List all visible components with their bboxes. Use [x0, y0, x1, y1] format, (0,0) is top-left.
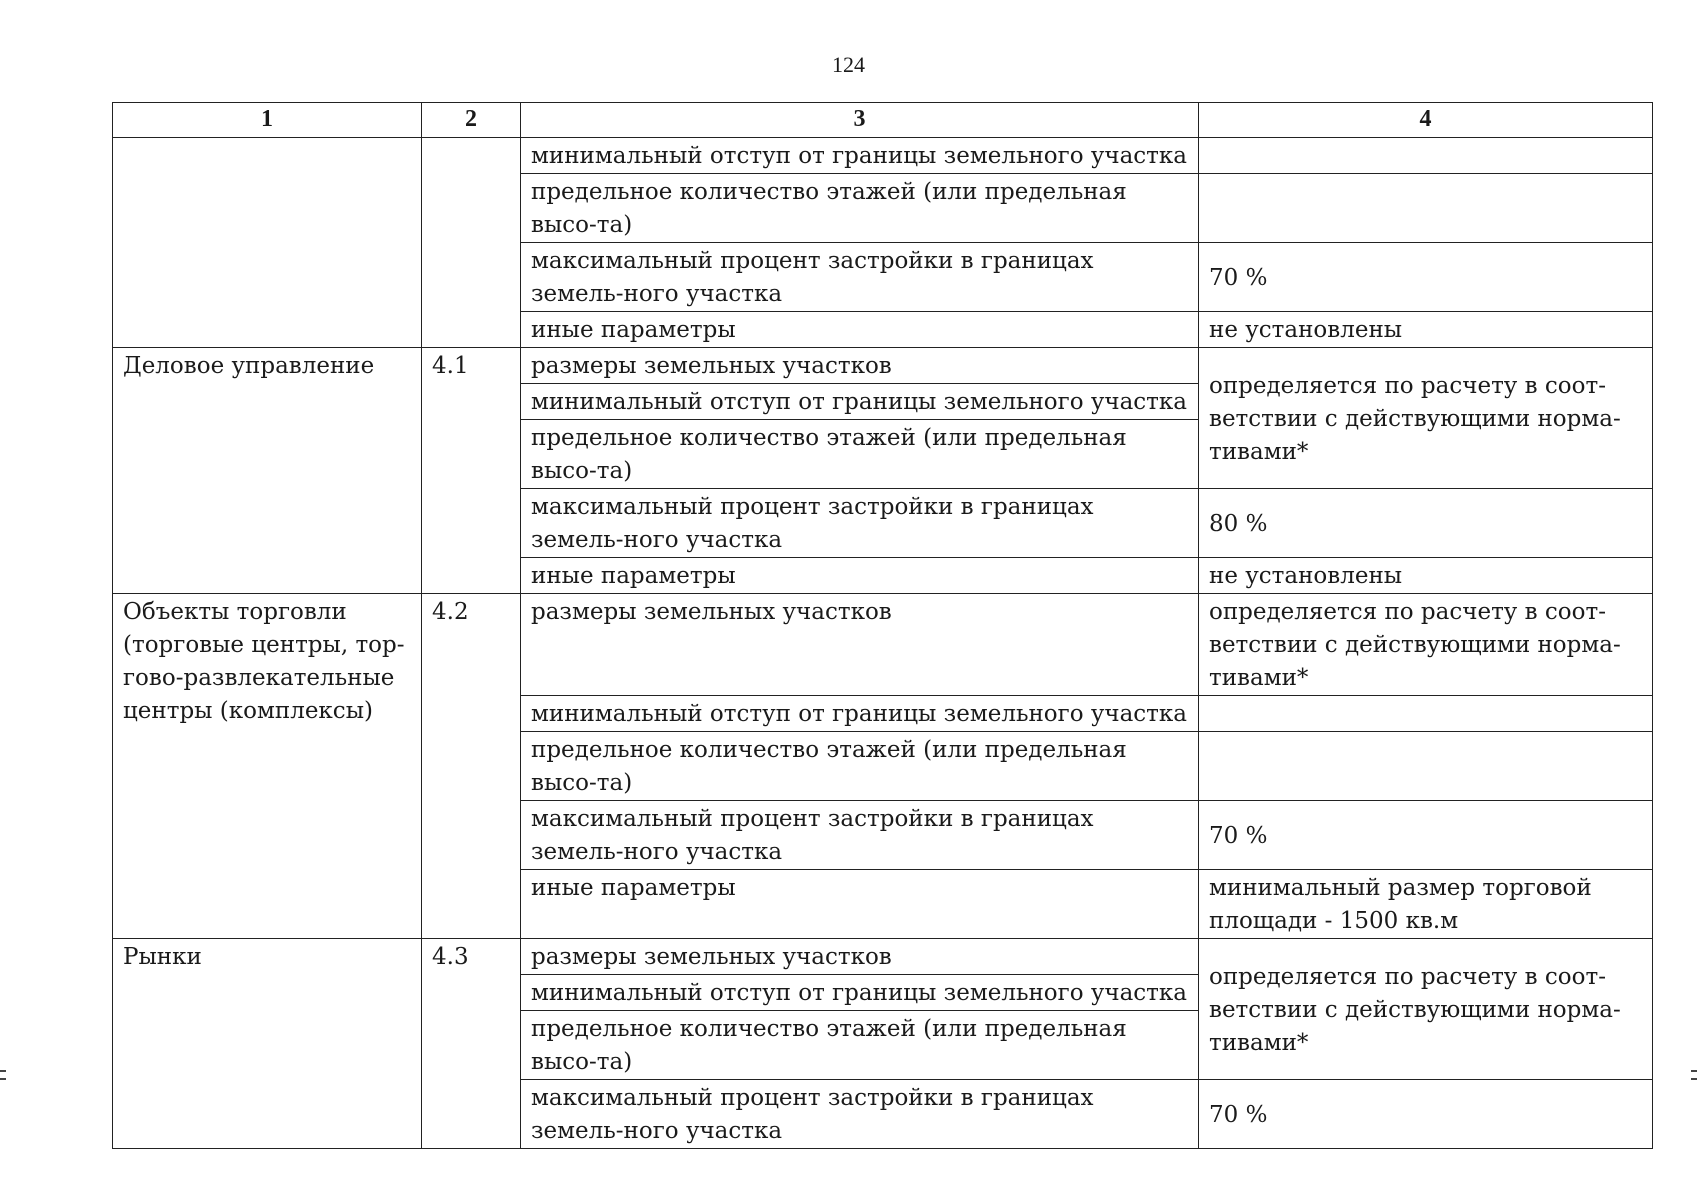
regulations-table [112, 102, 1653, 1149]
column-header-2: 2 [422, 103, 521, 138]
parameter-cell: минимальный отступ от границы земельного участка [521, 384, 1199, 420]
parameter-cell: предельное количество этажей (или предельная высо-та) [521, 732, 1199, 801]
parameter-cell: предельное количество этажей (или предельная высо-та) [521, 174, 1199, 243]
value-cell: не установлены [1199, 312, 1653, 348]
parameter-cell: предельное количество этажей (или предельная высо-та) [521, 1011, 1199, 1080]
parameter-cell: иные параметры [521, 312, 1199, 348]
parameter-cell: иные параметры [521, 558, 1199, 594]
parameter-cell: минимальный отступ от границы земельного участка [521, 696, 1199, 732]
table-row [113, 348, 1653, 384]
page-number: 124 [832, 52, 865, 77]
land-use-code-cell [422, 138, 521, 348]
column-header-1: 1 [113, 103, 422, 138]
value-cell: 70 % [1199, 801, 1653, 870]
parameter-cell: минимальный отступ от границы земельного участка [521, 975, 1199, 1011]
parameter-cell: размеры земельных участков [521, 348, 1199, 384]
land-use-code-cell: 4.1 [422, 348, 521, 594]
left-edge-mark [0, 1070, 6, 1072]
merged-value-cell: определяется по расчету в соот-ветствии с действующими норма-тивами* [1199, 348, 1653, 489]
parameter-cell: иные параметры [521, 870, 1199, 939]
value-cell: минимальный размер торговой площади - 1500 кв.м [1199, 870, 1653, 939]
column-header-3: 3 [521, 103, 1199, 138]
value-cell: определяется по расчету в соот-ветствии с действующими норма-тивами* [1199, 594, 1653, 696]
value-cell: не установлены [1199, 558, 1653, 594]
land-use-code-cell: 4.2 [422, 594, 521, 939]
parameter-cell: предельное количество этажей (или предельная высо-та) [521, 420, 1199, 489]
merged-value-cell: определяется по расчету в соот-ветствии с действующими норма-тивами* [1199, 939, 1653, 1080]
land-use-name-cell: Объекты торговли (торговые центры, тор-гово-развлекательные центры (комплексы) [113, 594, 422, 939]
parameter-cell: минимальный отступ от границы земельного участка [521, 138, 1199, 174]
parameter-cell: максимальный процент застройки в границах земель-ного участка [521, 243, 1199, 312]
value-cell [1199, 138, 1653, 174]
table-row [113, 594, 1653, 696]
land-use-name-cell: Деловое управление [113, 348, 422, 594]
value-cell [1199, 696, 1653, 732]
column-header-4: 4 [1199, 103, 1653, 138]
parameter-cell: размеры земельных участков [521, 594, 1199, 696]
parameter-cell: размеры земельных участков [521, 939, 1199, 975]
right-edge-mark [1691, 1070, 1697, 1072]
parameter-cell: максимальный процент застройки в границах земель-ного участка [521, 801, 1199, 870]
right-edge-mark [1691, 1078, 1697, 1080]
value-cell: 70 % [1199, 243, 1653, 312]
left-edge-mark [0, 1078, 6, 1080]
value-cell [1199, 732, 1653, 801]
regulations-table-wrapper [112, 102, 1652, 1149]
land-use-code-cell: 4.3 [422, 939, 521, 1149]
table-row [113, 939, 1653, 975]
table-header-row [113, 103, 1653, 138]
parameter-cell: максимальный процент застройки в границах земель-ного участка [521, 1080, 1199, 1149]
value-cell [1199, 174, 1653, 243]
land-use-name-cell: Рынки [113, 939, 422, 1149]
table-row [113, 138, 1653, 174]
table-body [113, 138, 1653, 1149]
value-cell: 70 % [1199, 1080, 1653, 1149]
parameter-cell: максимальный процент застройки в границах земель-ного участка [521, 489, 1199, 558]
land-use-name-cell [113, 138, 422, 348]
value-cell: 80 % [1199, 489, 1653, 558]
